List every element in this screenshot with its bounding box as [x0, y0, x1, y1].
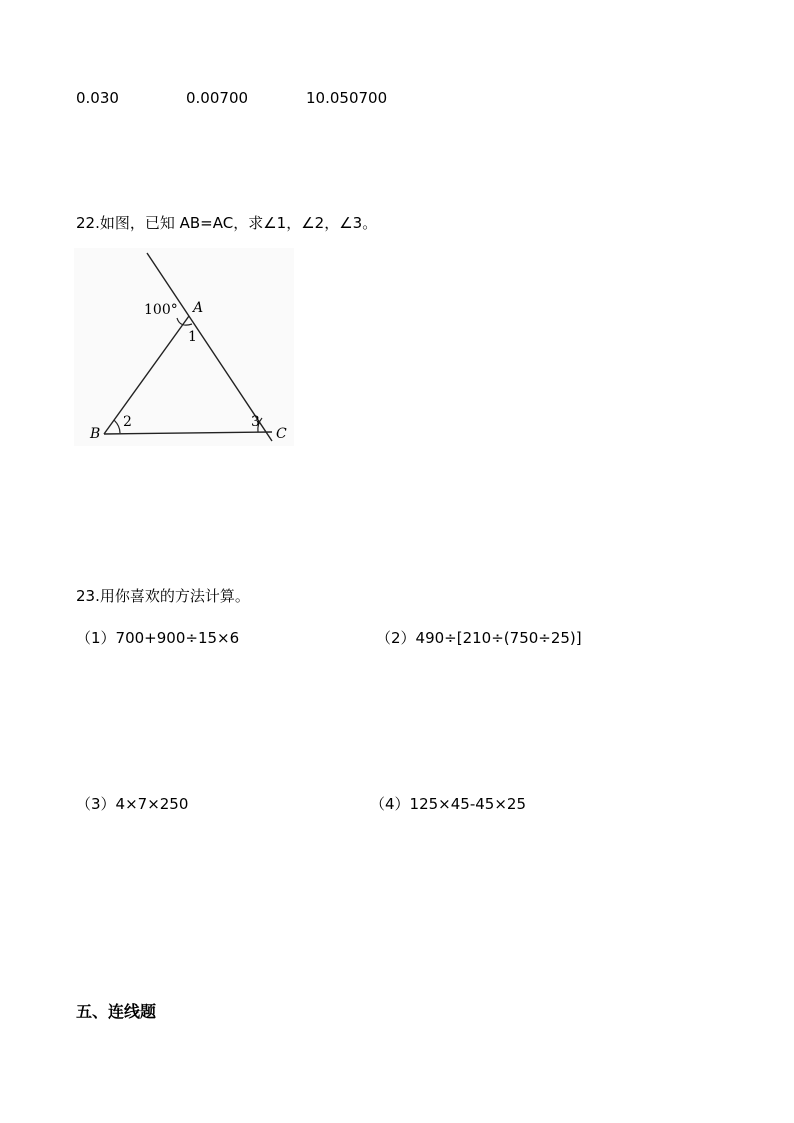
figure-background [74, 248, 294, 446]
label-exterior-angle: 100° [144, 302, 178, 318]
triangle-diagram [74, 248, 294, 446]
label-angle-2: 2 [123, 414, 132, 430]
label-angle-1: 1 [188, 329, 197, 345]
calc-item-3: （3）4×7×250 [76, 795, 189, 813]
question-23-text: 23.用你喜欢的方法计算。 [76, 587, 250, 605]
calc-item-1: （1）700+900÷15×6 [76, 629, 240, 647]
triangle-figure [74, 248, 294, 446]
label-angle-3: 3 [251, 414, 260, 430]
label-vertex-c: C [276, 426, 287, 442]
calc-item-2: （2）490÷[210÷(750÷25)] [376, 629, 582, 647]
question-22-text: 22.如图，已知 AB=AC，求∠1，∠2，∠3。 [76, 214, 378, 232]
answer-value-3: 10.050700 [306, 89, 388, 107]
answer-value-1: 0.030 [76, 89, 119, 107]
section-heading: 五、连线题 [76, 1002, 157, 1021]
label-vertex-a: A [193, 300, 204, 316]
calc-item-4: （4）125×45-45×25 [370, 795, 526, 813]
answer-value-2: 0.00700 [186, 89, 249, 107]
label-vertex-b: B [90, 426, 101, 442]
